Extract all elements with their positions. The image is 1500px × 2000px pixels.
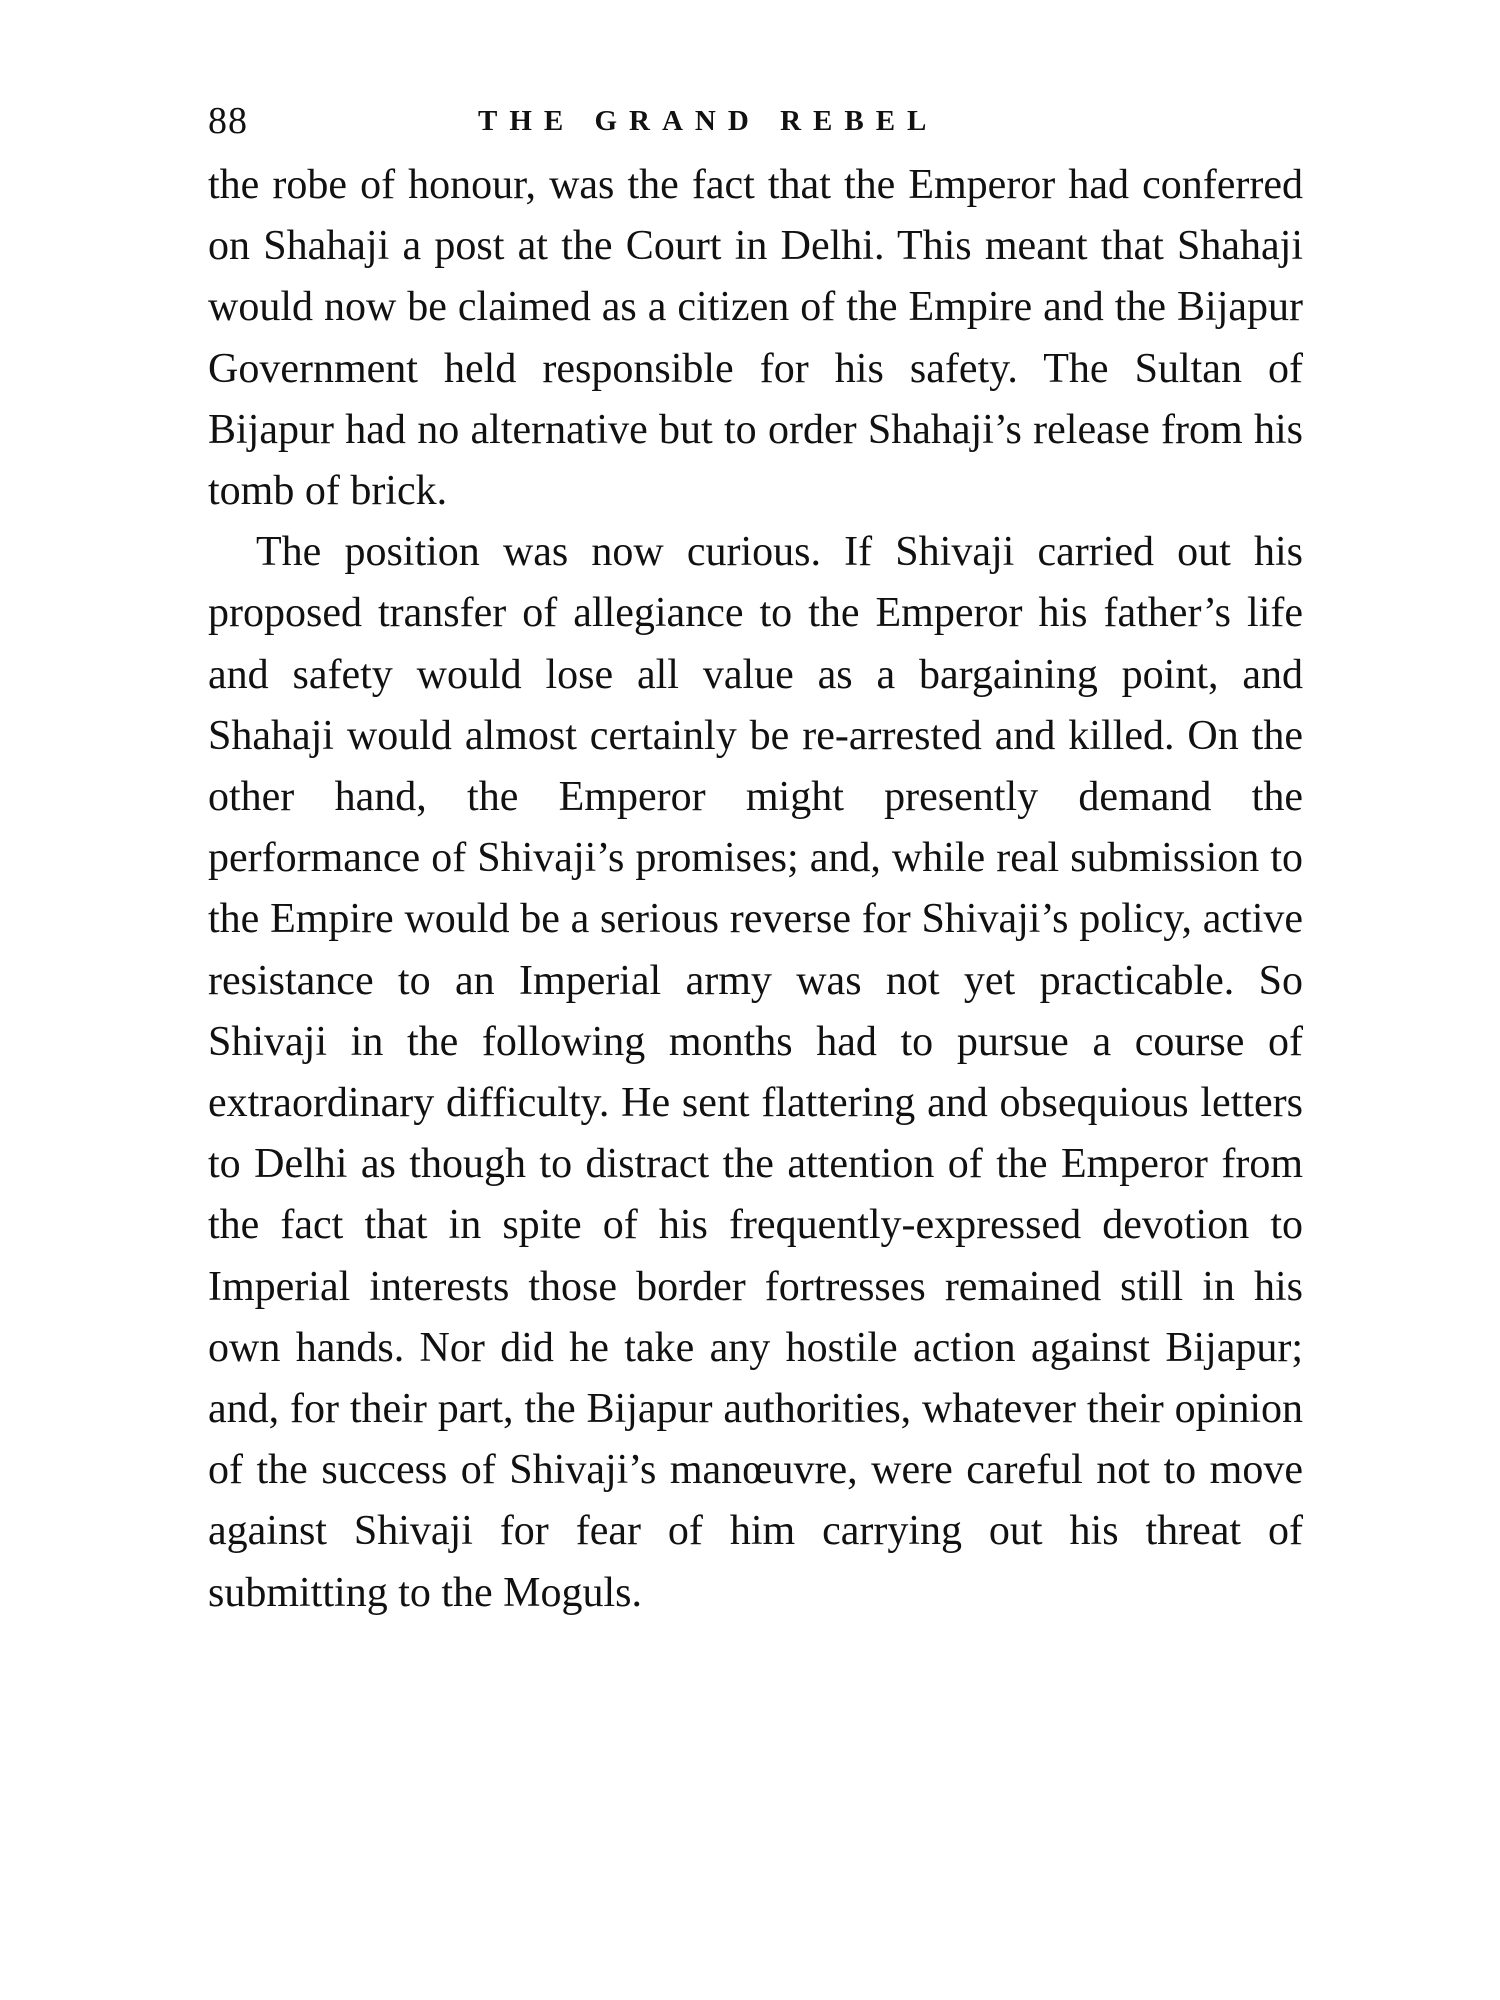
paragraph-position-curious: The position was now curious. If Shivaji carried out his proposed transfer of allegiance to the Emperor his father’s life and safety would lose all value as a bargaining point, and Shahaji would almost certainly be re-arrested and killed. On the other hand, the Emperor might presently demand the performance of Shivaji’s promises; and, while real submission to the Empire would be a serious reverse for Shivaji’s policy, active resistance to an Imperial army was not yet practicable. So Shivaji in the following months had to pursue a course of extraordinary difficulty. He sent flattering and obsequious letters to Delhi as though to distract the attention of the Emperor from the fact that in spite of his frequently-expressed devotion to Imperial interests those border fortresses remained still in his own hands. Nor did he take any hostile action against Bijapur; and, for their part, the Bijapur authorities, whatever their opinion of the success of Shivaji’s manœuvre, were careful not to move against Shivaji for fear of him carrying out his threat of submitting to the Moguls. <box>208 529 1303 1616</box>
running-title: THE GRAND REBEL <box>478 105 939 137</box>
book-page <box>208 95 1303 1624</box>
page-number: 88 <box>208 100 248 142</box>
running-head <box>208 95 1303 147</box>
body-text <box>208 155 1303 1624</box>
paragraph-continued: the robe of honour, was the fact that the Emperor had conferred on Shahaji a post at the Court in Delhi. This meant that Shahaji would now be claimed as a citizen of the Empire and the Bijapur Government held responsible for his safety. The Sultan of Bijapur had no alternative but to order Shahaji’s release from his tomb of brick. <box>208 162 1303 515</box>
